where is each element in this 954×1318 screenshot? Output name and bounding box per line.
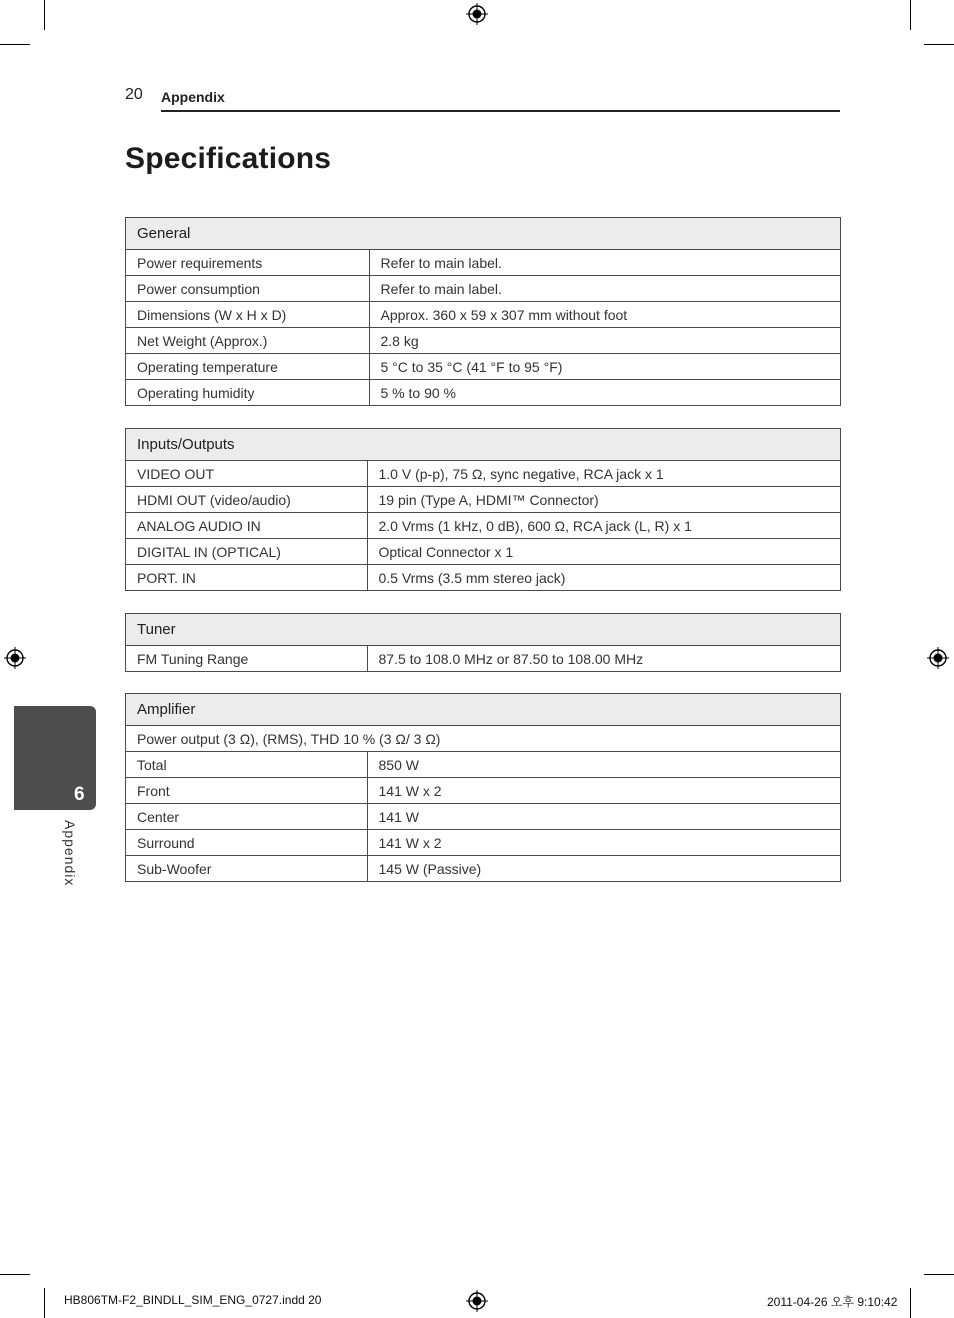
spec-label: Total (126, 752, 367, 778)
crop-mark (44, 1288, 45, 1318)
table-row (126, 302, 840, 328)
table-row (126, 565, 840, 591)
spec-label: Front (126, 778, 367, 804)
table-row (126, 778, 840, 804)
footer-timestamp: 2011-04-26 오후 9:10:42 (767, 1295, 898, 1309)
tuner-table (125, 613, 841, 672)
amplifier-table (125, 693, 841, 882)
spec-label: Surround (126, 830, 367, 856)
table-row (126, 250, 840, 276)
spec-value: 141 W x 2 (367, 830, 840, 856)
table-row (126, 830, 840, 856)
registration-mark-icon (927, 647, 949, 669)
spec-label: Dimensions (W x H x D) (126, 302, 369, 328)
spec-label: HDMI OUT (video/audio) (126, 487, 367, 513)
spec-value: 141 W (367, 804, 840, 830)
spec-label: Power consumption (126, 276, 369, 302)
registration-mark-icon (4, 647, 26, 669)
table-heading: Amplifier (126, 694, 840, 726)
crop-mark (910, 0, 911, 30)
registration-mark-icon (466, 3, 488, 25)
table-row (126, 752, 840, 778)
crop-mark (924, 1274, 954, 1275)
crop-mark (0, 44, 30, 45)
table-heading: General (126, 218, 840, 250)
table-row (126, 380, 840, 406)
section-name: Appendix (161, 89, 225, 105)
page-title: Specifications (125, 142, 332, 175)
table-heading-row (126, 614, 840, 646)
spec-value: 5 °C to 35 °C (41 °F to 95 °F) (369, 354, 840, 380)
footer-file-name: HB806TM-F2_BINDLL_SIM_ENG_0727.indd 20 (64, 1293, 322, 1307)
spec-value: Refer to main label. (369, 276, 840, 302)
table-row (126, 856, 840, 882)
spec-value: 19 pin (Type A, HDMI™ Connector) (367, 487, 840, 513)
spec-value: Optical Connector x 1 (367, 539, 840, 565)
table-row (126, 354, 840, 380)
table-row (126, 513, 840, 539)
header-rule (161, 110, 840, 112)
spec-label: Operating humidity (126, 380, 369, 406)
spec-label: Sub-Woofer (126, 856, 367, 882)
spec-label: VIDEO OUT (126, 461, 367, 487)
crop-mark (910, 1288, 911, 1318)
spec-label: Net Weight (Approx.) (126, 328, 369, 354)
spec-value: 145 W (Passive) (367, 856, 840, 882)
spec-label: Operating temperature (126, 354, 369, 380)
spec-label: PORT. IN (126, 565, 367, 591)
table-heading-row (126, 694, 840, 726)
page-header (125, 86, 840, 113)
page-number: 20 (125, 86, 143, 103)
table-heading: Inputs/Outputs (126, 429, 840, 461)
spec-label: Center (126, 804, 367, 830)
table-row (126, 487, 840, 513)
table-row (126, 726, 840, 752)
chapter-number: 6 (74, 784, 85, 805)
spec-value: 0.5 Vrms (3.5 mm stereo jack) (367, 565, 840, 591)
spec-label: Power requirements (126, 250, 369, 276)
crop-mark (44, 0, 45, 30)
table-heading-row (126, 218, 840, 250)
spec-value: 2.0 Vrms (1 kHz, 0 dB), 600 Ω, RCA jack (L, R) x 1 (367, 513, 840, 539)
spec-label: DIGITAL IN (OPTICAL) (126, 539, 367, 565)
table-heading: Tuner (126, 614, 840, 646)
crop-mark (924, 44, 954, 45)
table-row (126, 276, 840, 302)
crop-mark (0, 1274, 30, 1275)
table-row (126, 804, 840, 830)
spec-label: ANALOG AUDIO IN (126, 513, 367, 539)
spec-value: 1.0 V (p-p), 75 Ω, sync negative, RCA jack x 1 (367, 461, 840, 487)
chapter-label: Appendix (62, 820, 78, 887)
spec-value: 141 W x 2 (367, 778, 840, 804)
spec-value: 2.8 kg (369, 328, 840, 354)
table-row (126, 461, 840, 487)
inputs-outputs-table (125, 428, 841, 591)
registration-mark-icon (466, 1290, 488, 1312)
chapter-tab (14, 706, 96, 810)
spec-value: Approx. 360 x 59 x 307 mm without foot (369, 302, 840, 328)
general-table (125, 217, 841, 406)
spec-value: 87.5 to 108.0 MHz or 87.50 to 108.00 MHz (367, 646, 840, 672)
table-subheading: Power output (3 Ω), (RMS), THD 10 % (3 Ω/ 3 Ω) (126, 726, 840, 752)
table-row (126, 328, 840, 354)
spec-label: FM Tuning Range (126, 646, 367, 672)
table-row (126, 646, 840, 672)
spec-value: 850 W (367, 752, 840, 778)
table-heading-row (126, 429, 840, 461)
table-row (126, 539, 840, 565)
spec-value: Refer to main label. (369, 250, 840, 276)
spec-value: 5 % to 90 % (369, 380, 840, 406)
